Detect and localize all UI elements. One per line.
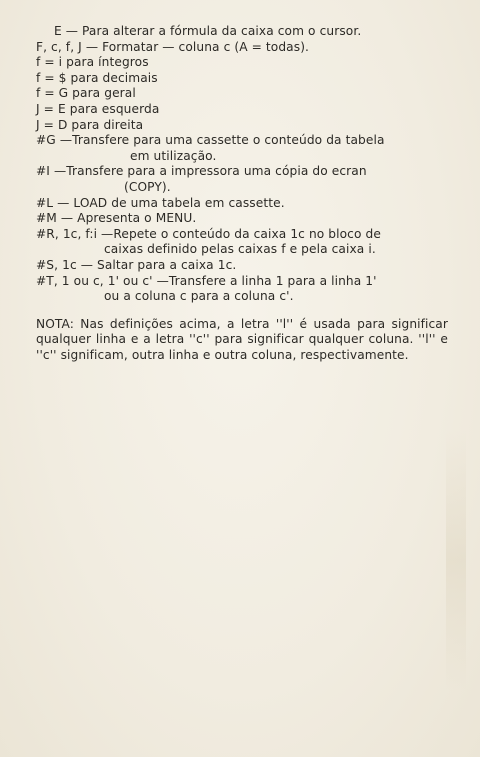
entry-i-cont: (COPY). — [124, 179, 171, 194]
entry-i — [36, 164, 448, 180]
entry-r — [36, 227, 448, 243]
entry-format: F, c, f, J — Formatar — coluna c (A = todas). — [36, 39, 310, 54]
entry-r-cont: caixas definido pelas caixas f e pela caixa i. — [104, 242, 376, 257]
entry-m: #M — Apresenta o MENU. — [36, 211, 197, 226]
entry-l: #L — LOAD de uma tabela em cassette. — [36, 195, 285, 210]
entry-t-cont: ou a coluna c para a coluna c'. — [104, 289, 294, 304]
entry-g-desc: Transfere para uma cassette o conteúdo da tabela — [72, 133, 385, 148]
entry-e: E — Para alterar a fórmula da caixa com o cursor. — [54, 24, 362, 38]
command-reference — [36, 24, 448, 363]
entry-i-desc: Transfere para a impressora uma cópia do ecran — [66, 164, 367, 179]
spacer — [36, 305, 448, 317]
note-paragraph: NOTA: Nas definições acima, a letra ''l'' é usada para significar qualquer linha e a letra ''c'' para significar qualquer coluna. ''l'' e ''c'' significam, outra linha e outra coluna, respectivamente. — [36, 316, 448, 362]
entry-g-cont: em utilização. — [130, 148, 217, 163]
format-option-i: f = i para íntegros — [36, 55, 149, 70]
justify-option-d: J = D para direita — [36, 117, 144, 132]
entry-t-desc: Transfere a linha 1 para a linha 1' — [168, 273, 377, 288]
entry-s: #S, 1c — Saltar para a caixa 1c. — [36, 257, 237, 272]
entry-t-key: #T, 1 ou c, 1' ou c' — — [36, 273, 169, 288]
entry-r-key: #R, 1c, f:i — — [36, 226, 114, 241]
page-stain — [446, 430, 466, 690]
format-option-g: f = G para geral — [36, 86, 136, 101]
entry-g — [36, 133, 448, 149]
entry-r-desc: Repete o conteúdo da caixa 1c no bloco de — [113, 226, 381, 241]
justify-option-e: J = E para esquerda — [36, 101, 160, 116]
entry-i-key: #I — — [36, 164, 67, 179]
format-option-dollar: f = $ para decimais — [36, 70, 158, 85]
entry-t — [36, 274, 448, 290]
entry-g-key: #G — — [36, 133, 73, 148]
